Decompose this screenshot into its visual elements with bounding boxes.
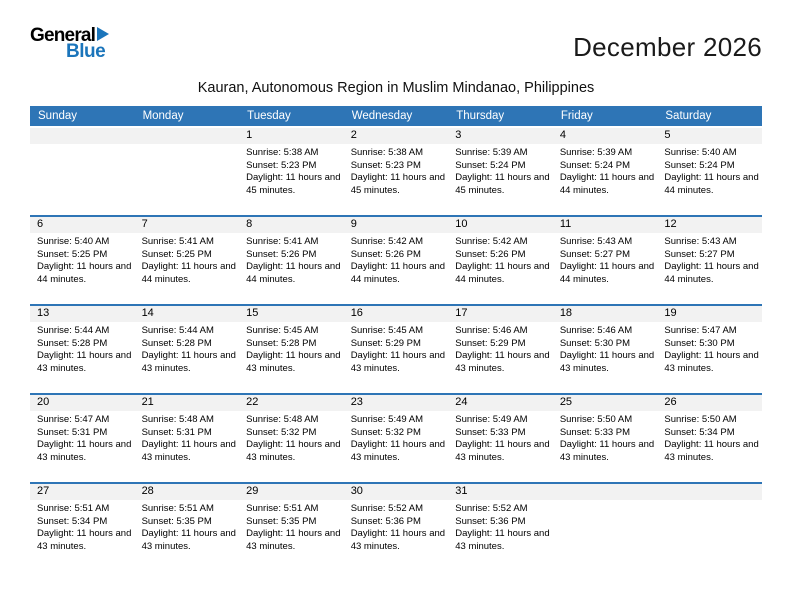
day-details [30,233,135,287]
day-cell-4 [553,127,658,216]
day-cell-25 [553,394,658,483]
day-details [657,500,762,503]
sunrise-text: Sunrise: 5:51 AM [141,503,214,514]
day-number: 29 [239,484,344,500]
sunrise-text: Sunrise: 5:42 AM [350,236,424,247]
sunset-text: Sunset: 5:24 PM [559,159,631,171]
sunrise-text: Sunrise: 5:41 AM [141,236,214,247]
sunset-text: Sunset: 5:28 PM [141,337,212,349]
day-details [553,322,658,376]
sunset-text: Sunset: 5:36 PM [350,515,421,527]
day-number: 18 [553,306,658,322]
day-cell-19 [657,305,762,394]
sunset-text: Sunset: 5:32 PM [246,426,317,438]
empty-day-cell [30,127,135,216]
daylight-text: Daylight: 11 hours and 43 minutes. [455,528,550,552]
sunrise-text: Sunrise: 5:47 AM [37,414,110,425]
daylight-text: Daylight: 11 hours and 44 minutes. [246,261,341,285]
day-number: 6 [30,217,135,233]
logo-flag-icon [97,27,109,41]
sunrise-text: Sunrise: 5:50 AM [664,414,737,425]
sunset-text: Sunset: 5:28 PM [246,337,317,349]
day-details [448,411,553,465]
day-details [30,322,135,376]
day-number: 16 [344,306,449,322]
page-title: December 2026 [573,32,762,62]
day-number: 22 [239,395,344,411]
sunrise-text: Sunrise: 5:39 AM [559,147,633,158]
daylight-text: Daylight: 11 hours and 43 minutes. [350,350,446,374]
day-details [239,233,344,287]
sunset-text: Sunset: 5:29 PM [455,337,526,349]
weekday-header-row [30,106,762,127]
day-cell-14 [135,305,240,394]
day-number: 10 [448,217,553,233]
page-header [30,26,762,78]
day-number: 5 [657,128,762,144]
day-number [135,128,240,144]
calendar-table [30,106,762,572]
sunrise-text: Sunrise: 5:45 AM [350,325,424,336]
day-details [448,144,553,198]
sunrise-text: Sunrise: 5:43 AM [559,236,633,247]
day-cell-10 [448,216,553,305]
day-details [344,411,449,465]
day-cell-20 [30,394,135,483]
sunset-text: Sunset: 5:30 PM [559,337,631,349]
day-details [30,500,135,554]
day-cell-23 [344,394,449,483]
day-details [239,411,344,465]
sunset-text: Sunset: 5:32 PM [350,426,421,438]
day-number: 4 [553,128,658,144]
day-number: 27 [30,484,135,500]
day-number: 13 [30,306,135,322]
sunset-text: Sunset: 5:35 PM [141,515,212,527]
daylight-text: Daylight: 11 hours and 43 minutes. [37,439,132,463]
day-details [448,233,553,287]
sunset-text: Sunset: 5:24 PM [664,159,735,171]
daylight-text: Daylight: 11 hours and 43 minutes. [455,350,550,374]
sunset-text: Sunset: 5:31 PM [141,426,212,438]
day-details [239,144,344,198]
empty-day-cell [657,483,762,572]
sunset-text: Sunset: 5:24 PM [455,159,526,171]
daylight-text: Daylight: 11 hours and 43 minutes. [455,439,550,463]
sunset-text: Sunset: 5:26 PM [350,248,421,260]
sunrise-text: Sunrise: 5:43 AM [664,236,737,247]
daylight-text: Daylight: 11 hours and 44 minutes. [350,261,446,285]
daylight-text: Daylight: 11 hours and 43 minutes. [37,350,132,374]
logo-text-blue: Blue [66,41,106,62]
day-details [135,500,240,554]
day-number: 9 [344,217,449,233]
day-details [344,322,449,376]
sunrise-text: Sunrise: 5:49 AM [455,414,528,425]
day-cell-30 [344,483,449,572]
daylight-text: Daylight: 11 hours and 45 minutes. [246,172,341,196]
sunset-text: Sunset: 5:25 PM [141,248,212,260]
day-details [135,322,240,376]
day-cell-26 [657,394,762,483]
weekday-header-sunday: Sunday [30,106,135,127]
daylight-text: Daylight: 11 hours and 43 minutes. [246,439,341,463]
sunset-text: Sunset: 5:23 PM [350,159,421,171]
day-details [30,411,135,465]
day-details [344,233,449,287]
day-cell-8 [239,216,344,305]
daylight-text: Daylight: 11 hours and 43 minutes. [37,528,132,552]
week-row-3 [30,305,762,394]
day-details [135,144,240,147]
day-number: 1 [239,128,344,144]
sunrise-text: Sunrise: 5:39 AM [455,147,528,158]
day-cell-6 [30,216,135,305]
sunrise-text: Sunrise: 5:46 AM [455,325,528,336]
sunset-text: Sunset: 5:26 PM [246,248,317,260]
calendar-subtitle: Kauran, Autonomous Region in Muslim Mindanao, Philippines [197,80,595,96]
daylight-text: Daylight: 11 hours and 43 minutes. [246,528,341,552]
daylight-text: Daylight: 11 hours and 44 minutes. [664,261,759,285]
day-number: 20 [30,395,135,411]
week-row-4 [30,394,762,483]
sunset-text: Sunset: 5:25 PM [37,248,108,260]
sunset-text: Sunset: 5:34 PM [37,515,108,527]
sunrise-text: Sunrise: 5:47 AM [664,325,737,336]
weekday-header-tuesday: Tuesday [239,106,344,127]
day-number: 14 [135,306,240,322]
day-details [553,233,658,287]
sunrise-text: Sunrise: 5:44 AM [37,325,110,336]
day-number: 7 [135,217,240,233]
sunrise-text: Sunrise: 5:40 AM [664,147,737,158]
sunset-text: Sunset: 5:33 PM [455,426,526,438]
day-details [553,500,658,503]
sunrise-text: Sunrise: 5:48 AM [141,414,214,425]
day-number: 25 [553,395,658,411]
sunrise-text: Sunrise: 5:51 AM [246,503,319,514]
day-cell-18 [553,305,658,394]
daylight-text: Daylight: 11 hours and 43 minutes. [559,439,655,463]
daylight-text: Daylight: 11 hours and 43 minutes. [350,528,446,552]
day-number: 19 [657,306,762,322]
sunset-text: Sunset: 5:26 PM [455,248,526,260]
day-details [239,322,344,376]
day-cell-16 [344,305,449,394]
empty-day-cell [553,483,658,572]
daylight-text: Daylight: 11 hours and 44 minutes. [37,261,132,285]
weekday-header-thursday: Thursday [448,106,553,127]
day-number: 3 [448,128,553,144]
sunrise-text: Sunrise: 5:38 AM [246,147,319,158]
daylight-text: Daylight: 11 hours and 44 minutes. [559,261,655,285]
sunrise-text: Sunrise: 5:38 AM [350,147,424,158]
day-number [657,484,762,500]
sunset-text: Sunset: 5:34 PM [664,426,735,438]
daylight-text: Daylight: 11 hours and 43 minutes. [664,439,759,463]
day-number: 23 [344,395,449,411]
sunset-text: Sunset: 5:35 PM [246,515,317,527]
day-cell-17 [448,305,553,394]
day-details [448,500,553,554]
daylight-text: Daylight: 11 hours and 43 minutes. [664,350,759,374]
day-details [239,500,344,554]
week-row-2 [30,216,762,305]
sunrise-text: Sunrise: 5:44 AM [141,325,214,336]
weekday-header-wednesday: Wednesday [344,106,449,127]
daylight-text: Daylight: 11 hours and 43 minutes. [559,350,655,374]
day-number: 24 [448,395,553,411]
general-blue-logo [30,26,109,61]
sunrise-text: Sunrise: 5:48 AM [246,414,319,425]
daylight-text: Daylight: 11 hours and 44 minutes. [559,172,655,196]
sunrise-text: Sunrise: 5:49 AM [350,414,424,425]
logo-text-general: General [30,25,96,46]
day-cell-21 [135,394,240,483]
day-number: 11 [553,217,658,233]
sunrise-text: Sunrise: 5:52 AM [455,503,528,514]
day-cell-9 [344,216,449,305]
day-number: 2 [344,128,449,144]
sunset-text: Sunset: 5:28 PM [37,337,108,349]
sunset-text: Sunset: 5:23 PM [246,159,317,171]
day-cell-2 [344,127,449,216]
day-cell-27 [30,483,135,572]
daylight-text: Daylight: 11 hours and 44 minutes. [455,261,550,285]
day-number [30,128,135,144]
day-cell-24 [448,394,553,483]
sunrise-text: Sunrise: 5:41 AM [246,236,319,247]
empty-day-cell [135,127,240,216]
week-row-5 [30,483,762,572]
daylight-text: Daylight: 11 hours and 43 minutes. [141,350,236,374]
weekday-header-friday: Friday [553,106,658,127]
day-details [657,233,762,287]
sunset-text: Sunset: 5:27 PM [664,248,735,260]
daylight-text: Daylight: 11 hours and 43 minutes. [246,350,341,374]
day-cell-3 [448,127,553,216]
sunrise-text: Sunrise: 5:45 AM [246,325,319,336]
day-cell-12 [657,216,762,305]
day-number: 8 [239,217,344,233]
day-details [135,233,240,287]
sunset-text: Sunset: 5:33 PM [559,426,631,438]
day-details [448,322,553,376]
sunrise-text: Sunrise: 5:40 AM [37,236,110,247]
day-cell-31 [448,483,553,572]
day-number: 31 [448,484,553,500]
week-row-1 [30,127,762,216]
day-cell-15 [239,305,344,394]
day-number: 21 [135,395,240,411]
sunset-text: Sunset: 5:36 PM [455,515,526,527]
day-cell-1 [239,127,344,216]
sunrise-text: Sunrise: 5:42 AM [455,236,528,247]
day-details [553,411,658,465]
day-details [657,322,762,376]
day-number: 26 [657,395,762,411]
daylight-text: Daylight: 11 hours and 45 minutes. [455,172,550,196]
day-cell-11 [553,216,658,305]
day-details [657,144,762,198]
day-cell-13 [30,305,135,394]
day-cell-7 [135,216,240,305]
weekday-header-monday: Monday [135,106,240,127]
day-number: 15 [239,306,344,322]
sunset-text: Sunset: 5:30 PM [664,337,735,349]
day-cell-22 [239,394,344,483]
daylight-text: Daylight: 11 hours and 44 minutes. [141,261,236,285]
sunrise-text: Sunrise: 5:46 AM [559,325,633,336]
day-number: 17 [448,306,553,322]
day-cell-28 [135,483,240,572]
sunset-text: Sunset: 5:31 PM [37,426,108,438]
daylight-text: Daylight: 11 hours and 44 minutes. [664,172,759,196]
sunset-text: Sunset: 5:27 PM [559,248,631,260]
day-details [135,411,240,465]
sunrise-text: Sunrise: 5:51 AM [37,503,110,514]
day-cell-29 [239,483,344,572]
day-details [553,144,658,198]
day-number: 12 [657,217,762,233]
day-number [553,484,658,500]
day-number: 28 [135,484,240,500]
sunrise-text: Sunrise: 5:52 AM [350,503,424,514]
daylight-text: Daylight: 11 hours and 45 minutes. [350,172,446,196]
day-details [30,144,135,147]
sunset-text: Sunset: 5:29 PM [350,337,421,349]
daylight-text: Daylight: 11 hours and 43 minutes. [141,439,236,463]
daylight-text: Daylight: 11 hours and 43 minutes. [350,439,446,463]
weekday-header-saturday: Saturday [657,106,762,127]
daylight-text: Daylight: 11 hours and 43 minutes. [141,528,236,552]
day-details [657,411,762,465]
day-details [344,144,449,198]
day-number: 30 [344,484,449,500]
day-details [344,500,449,554]
day-cell-5 [657,127,762,216]
sunrise-text: Sunrise: 5:50 AM [559,414,633,425]
